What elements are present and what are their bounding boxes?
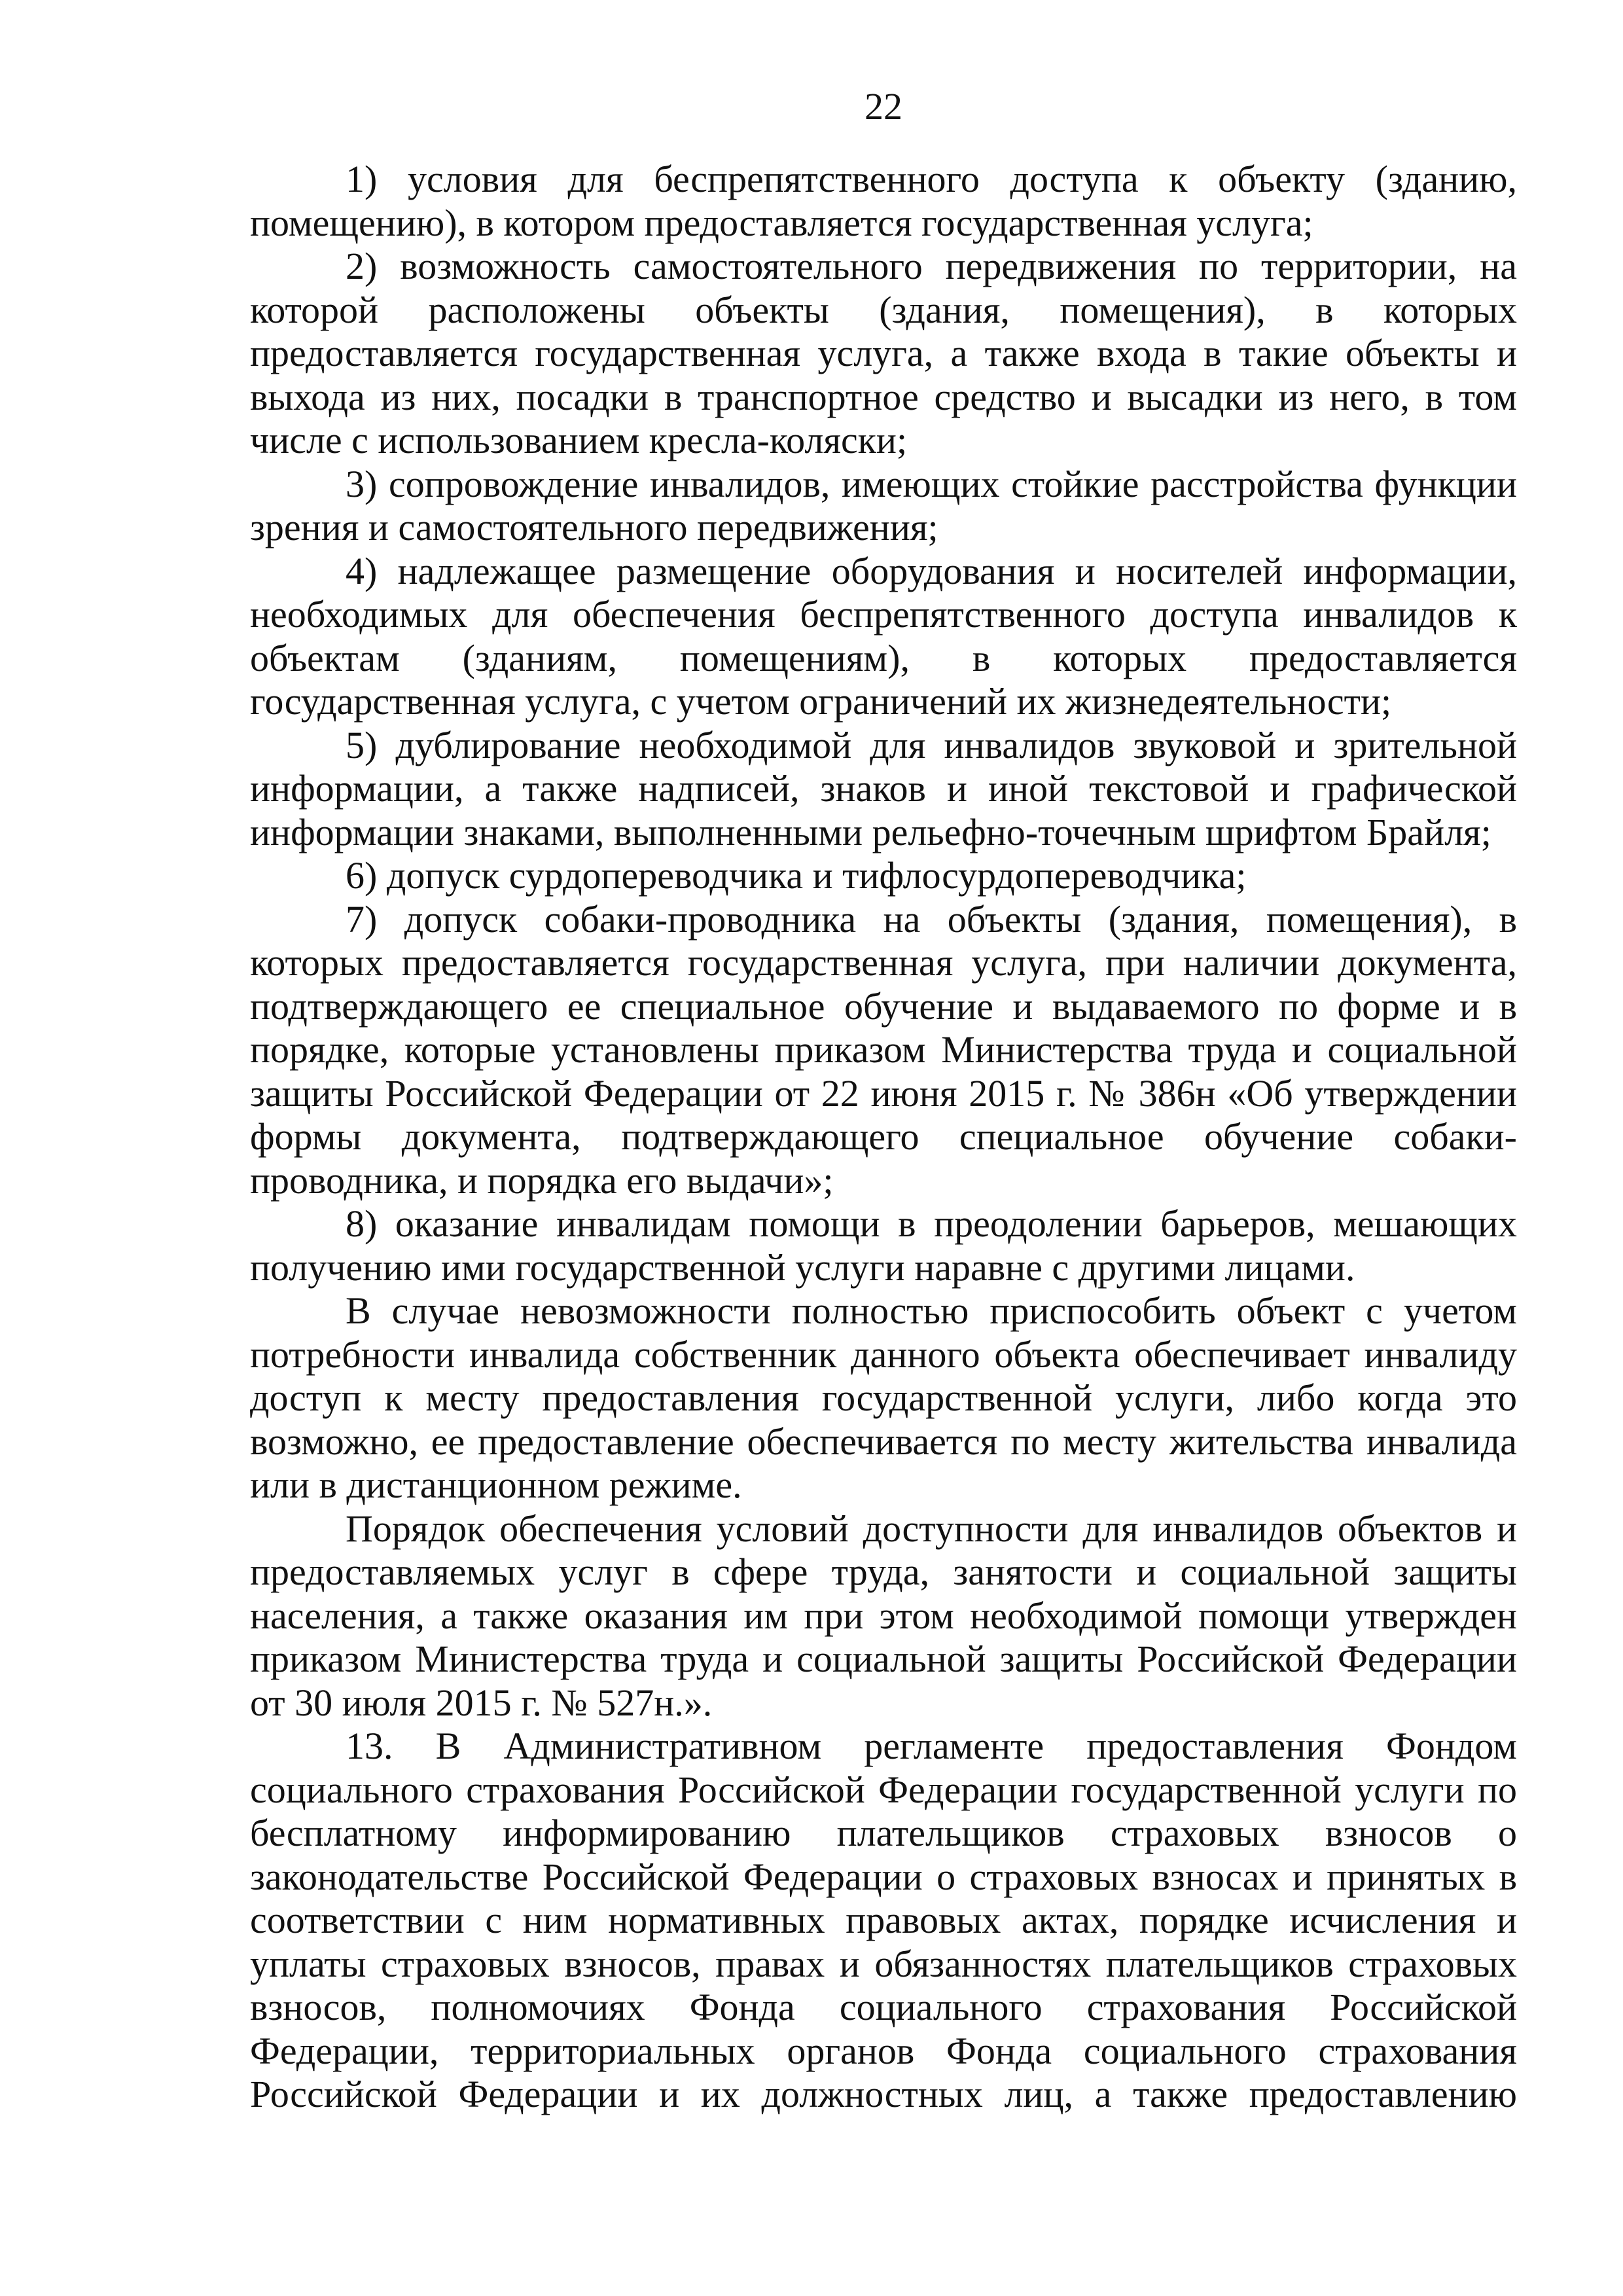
list-item-interpreter: 6) допуск сурдопереводчика и тифлосурдопереводчика;: [346, 854, 1247, 897]
list-item-guide-dog: 7) допуск собаки-проводника на объекты (здания, помещения), в которых предоставляется государственная услуга, при наличии документа, подтверждающего ее специальное обучение и выдаваемого по форме и в порядке, которые установлены приказом Министерства труда и социальной защиты Российской Федерации от 22 июня 2015 г. № 386н «Об утверждении формы документа, подтверждающего специальное обучение собаки-проводника, и порядка его выдачи»;: [250, 897, 1517, 1202]
list-item-duplication: 5) дублирование необходимой для инвалидов звуковой и зрительной информации, а также надписей, знаков и иной текстовой и графической информации знаками, выполненными рельефно-точечным шрифтом Брайля;: [250, 723, 1517, 853]
page-number: 22: [865, 85, 902, 128]
paragraph-procedure: Порядок обеспечения условий доступности для инвалидов объектов и предоставляемых услуг в сфере труда, занятости и социальной защиты населения, а также оказания им при этом необходимой помощи утвержден приказом Министерства труда и социальной защиты Российской Федерации от 30 июля 2015 г. № 527н.».: [250, 1507, 1517, 1724]
paragraph-impossibility: В случае невозможности полностью приспособить объект с учетом потребности инвалида собственник данного объекта обеспечивает инвалиду доступ к месту предоставления государственной услуги, либо когда это возможно, ее предоставление обеспечивается по месту жительства инвалида или в дистанционном режиме.: [250, 1289, 1517, 1506]
list-item-assistance: 8) оказание инвалидам помощи в преодолении барьеров, мешающих получению ими государственной услуги наравне с другими лицами.: [250, 1202, 1517, 1289]
list-item-independent-movement: 2) возможность самостоятельного передвижения по территории, на которой расположены объекты (здания, помещения), в которых предоставляется государственная услуга, а также входа в такие объекты и выхода из них, посадки в транспортное средство и высадки из него, в том числе с использованием кресла-коляски;: [250, 245, 1517, 461]
list-item-escort: 3) сопровождение инвалидов, имеющих стойкие расстройства функции зрения и самостоятельного передвижения;: [250, 462, 1517, 548]
list-item-equipment-placement: 4) надлежащее размещение оборудования и носителей информации, необходимых для обеспечения беспрепятственного доступа инвалидов к объектам (зданиям, помещениям), в которых предоставляется государственная услуга, с учетом ограничений их жизнедеятельности;: [250, 549, 1517, 723]
paragraph-item-13: 13. В Административном регламенте предоставления Фондом социального страхования Российской Федерации государственной услуги по бесплатному информированию плательщиков страховых взносов о законодательстве Российской Федерации о страховых взносах и принятых в соответствии с ним нормативных правовых актах, порядке исчисления и уплаты страховых взносов, правах и обязанностях плательщиков страховых взносов, полномочиях Фонда социального страхования Российской Федерации, территориальных органов Фонда социального страхования Российской Федерации и их должностных лиц, а также предоставлению: [250, 1725, 1517, 2115]
list-item-accessible-entry: 1) условия для беспрепятственного доступа к объекту (зданию, помещению), в котором предоставляется государственная услуга;: [250, 158, 1517, 244]
document-page: [250, 85, 1517, 2117]
